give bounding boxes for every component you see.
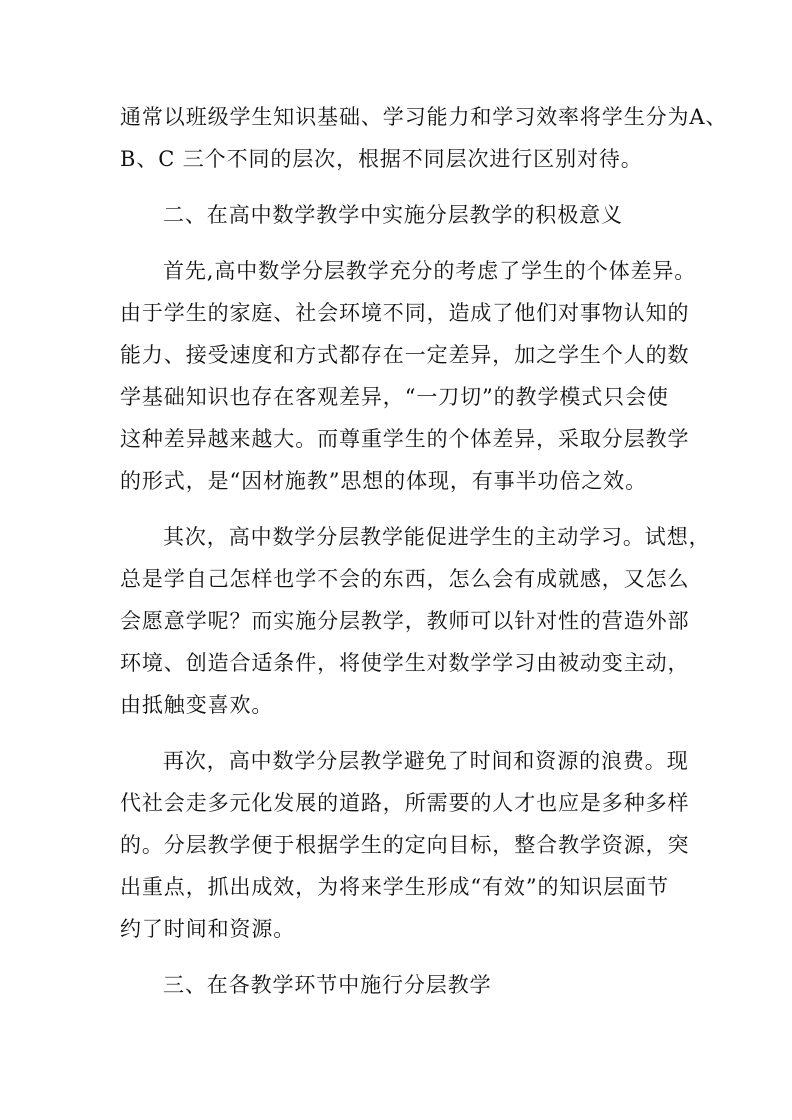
section-heading — [120, 964, 720, 1006]
text-line: 总是学自己怎样也学不会的东西，怎么会有成就感，又怎么 — [120, 567, 690, 591]
text-line: 能力、接受速度和方式都存在一定差异，加之学生个人的数 — [120, 343, 690, 367]
text-line: 的。分层教学便于根据学生的定向目标，整合教学资源，突 — [120, 833, 690, 857]
paragraph — [120, 516, 720, 726]
text-line: 这种差异越来越大。而尊重学生的个体差异，采取分层教学 — [120, 427, 690, 451]
section-heading — [120, 194, 720, 236]
text-line: 由抵触变喜欢。 — [120, 693, 274, 717]
paragraph — [120, 740, 720, 950]
text-line: B、C 三个不同的层次，根据不同层次进行区别对待。 — [120, 147, 643, 171]
text-line: 由于学生的家庭、社会环境不同，造成了他们对事物认知的 — [120, 301, 690, 325]
text-line: 其次，高中数学分层教学能促进学生的主动学习。试想， — [163, 525, 711, 549]
text-line: 三、在各教学环节中施行分层教学 — [163, 973, 492, 997]
paragraph — [120, 96, 728, 180]
text-line: 再次，高中数学分层教学避免了时间和资源的浪费。现 — [163, 749, 689, 773]
text-line: 代社会走多元化发展的道路，所需要的人才也应是多种多样 — [120, 791, 690, 815]
text-line: 二、在高中数学教学中实施分层教学的积极意义 — [163, 203, 623, 227]
text-line: 会愿意学呢？而实施分层教学，教师可以针对性的营造外部 — [120, 609, 690, 633]
text-line: 约了时间和资源。 — [120, 917, 296, 941]
text-line: 学基础知识也存在客观差异，“一刀切”的教学模式只会使 — [120, 385, 669, 409]
text-line: 通常以班级学生知识基础、学习能力和学习效率将学生分为A、 — [120, 105, 728, 129]
text-line: 首先,高中数学分层教学充分的考虑了学生的个体差异。 — [163, 259, 697, 283]
text-line: 环境、创造合适条件，将使学生对数学学习由被动变主动， — [120, 651, 690, 675]
document-page — [120, 96, 728, 1020]
text-line: 的形式，是“因材施教”思想的体现，有事半功倍之效。 — [120, 469, 647, 493]
paragraph — [120, 250, 720, 502]
text-line: 出重点，抓出成效，为将来学生形成“有效”的知识层面节 — [120, 875, 669, 899]
